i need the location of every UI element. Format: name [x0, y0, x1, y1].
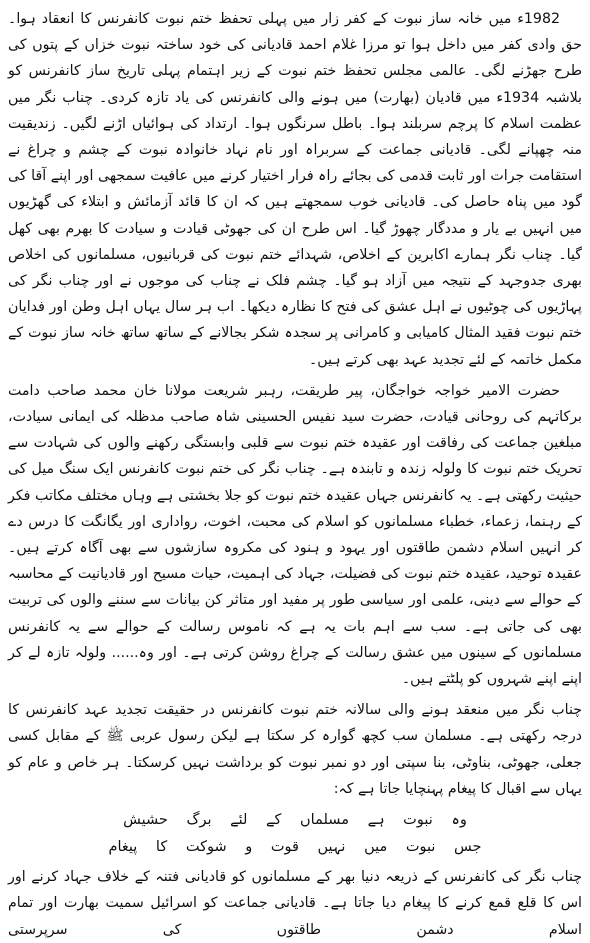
poetry-couplet	[8, 807, 582, 861]
verse-line-1: وہ نبوت ہے مسلماں کے لئے برگ حشیش	[123, 812, 467, 829]
paragraph-3: چناب نگر میں منعقد ہونے والی سالانہ ختم نبوت کانفرنس در حقیقت تجدید عہد کانفرنس کا درجہ رکھتی ہے۔ مسلمان سب کچھ گوارہ کر سکتا ہے لیکن رسول عربی ﷺ کے مقابل کسی جعلی، جھوٹی، بناوٹی، بنا سپتی اور دو نمبر نبوت کو برداشت نہیں کرسکتا۔ ہر خاص و عام کو یہاں سے اقبال کا پیغام پہنچایا جاتا ہے کہ:	[8, 702, 582, 797]
closing-paragraph: چناب نگر کی کانفرنس کے ذریعہ دنیا بھر کے مسلمانوں کو قادیانی فتنہ کے خلاف جہاد کرنے اور اس کا قلع قمع کرنے کا پیغام دیا جاتا ہے۔ قادیانی جماعت کو اسرائیل سمیت بھارت اور تمام اسلام دشمن طاقتوں کی سرپرستی	[8, 869, 582, 938]
verse-line-2: جس نبوت میں نہیں قوت و شوکت کا پیغام	[108, 839, 482, 856]
paragraph-1: 1982ء میں خانہ ساز نبوت کے کفر زار میں پہلی تحفظ ختم نبوت کانفرنس کا انعقاد ہوا۔ حق وادی کفر میں داخل ہوا تو مرزا غلام احمد قادیانی کی خود ساختہ نبوت خزاں کے پتوں کی طرح جھڑنے لگی۔ عالمی مجلس تحفظ ختم نبوت کے زیر اہتمام پہلی تاریخ ساز کانفرنس کو بلاشبہ 1934ء میں قادیان (بھارت) میں ہونے والی کانفرنس کی یاد تازہ کردی۔ چناب نگر میں عظمت اسلام کا پرچم سربلند ہوا۔ باطل سرنگوں ہوا۔ ارتداد کی ہوائیاں اڑنے لگیں۔ زندیقیت منہ چھپانے لگی۔ قادیانی جماعت کے سربراہ اور نام نہاد خانوادہ نبوت کے چشم و چراغ نے استقامت جرات اور ثابت قدمی کی بجائے راہ فرار اختیار کرنے میں عافیت سمجھی اور اپنے آقا کی گود میں پناہ حاصل کی۔ قادیانی خوب سمجھتے ہیں کہ ان کا قائد آزمائش و ابتلاء کی گھڑیوں میں انہیں بے یار و مددگار چھوڑ گیا۔ اس طرح ان کی جھوٹی قیادت و سیادت کا بھرم بھی کھل گیا۔ چناب نگر ہمارے اکابرین کے اخلاص، شہدائے ختم نبوت کی قربانیوں، مسلمانوں کی اخلاص بھری جدوجہد کے نتیجہ میں آزاد ہو گیا۔ چشم فلک نے چناب کی موجوں نے اور چناب نگر کی پہاڑیوں کی چوٹیوں نے اہل عشق کی فتح کا نظارہ دیکھا۔ اب ہر سال یہاں اہل وطن اور فدایان ختم نبوت فقید المثال کامیابی و کامرانی پر سجدہ شکر بجالانے کے ساتھ ساتھ خانہ ساز نبوت کے مکمل خاتمہ کے لئے تجدید عہد بھی کرتے ہیں۔	[8, 11, 582, 368]
paragraph-2: حضرت الامیر خواجہ خواجگان، پیر طریقت، رہبر شریعت مولانا خان محمد صاحب دامت برکاتہم کی روحانی قیادت، حضرت سید نفیس الحسینی شاہ صاحب مدظلہ کی ایمانی سیادت، مبلغین جماعت کی رفاقت اور عقیدہ ختم نبوت سے قلبی وابستگی رکھنے والوں کی شہادت سے تحریک ختم نبوت کا ولولہ زندہ و تابندہ ہے۔ چناب نگر کی ختم نبوت کانفرنس ایک سنگ میل کی حیثیت رکھتی ہے۔ یہ کانفرنس جہاں عقیدہ ختم نبوت کو جلا بخشتی ہے وہاں مختلف مکاتب فکر کے رہنما، زعماء، خطباء مسلمانوں کو اسلام کی محبت، اخوت، رواداری اور یگانگت کا درس دے کر انہیں اسلام دشمن طاقتوں اور یہود و ہنود کی مکروہ سازشوں سے بھی آگاہ کرتے ہیں۔ عقیدہ توحید، عقیدہ ختم نبوت کی فضیلت، جہاد کی اہمیت، حیات مسیح اور قادیانیت کے محاسبہ کے حوالے سے دینی، علمی اور سیاسی طور پر مفید اور متاثر کن بیانات سے سننے والوں کی تربیت بھی کی جاتی ہے۔ سب سے اہم بات یہ ہے کہ ناموس رسالت کے حوالے سے یہ کانفرنس مسلمانوں کے سینوں میں عشق رسالت کے چراغ روشن کرتی ہے۔ اور وہ...... ولولہ تازہ لے کر اپنے اپنے شہروں کو پلٹتے ہیں۔	[8, 382, 582, 688]
